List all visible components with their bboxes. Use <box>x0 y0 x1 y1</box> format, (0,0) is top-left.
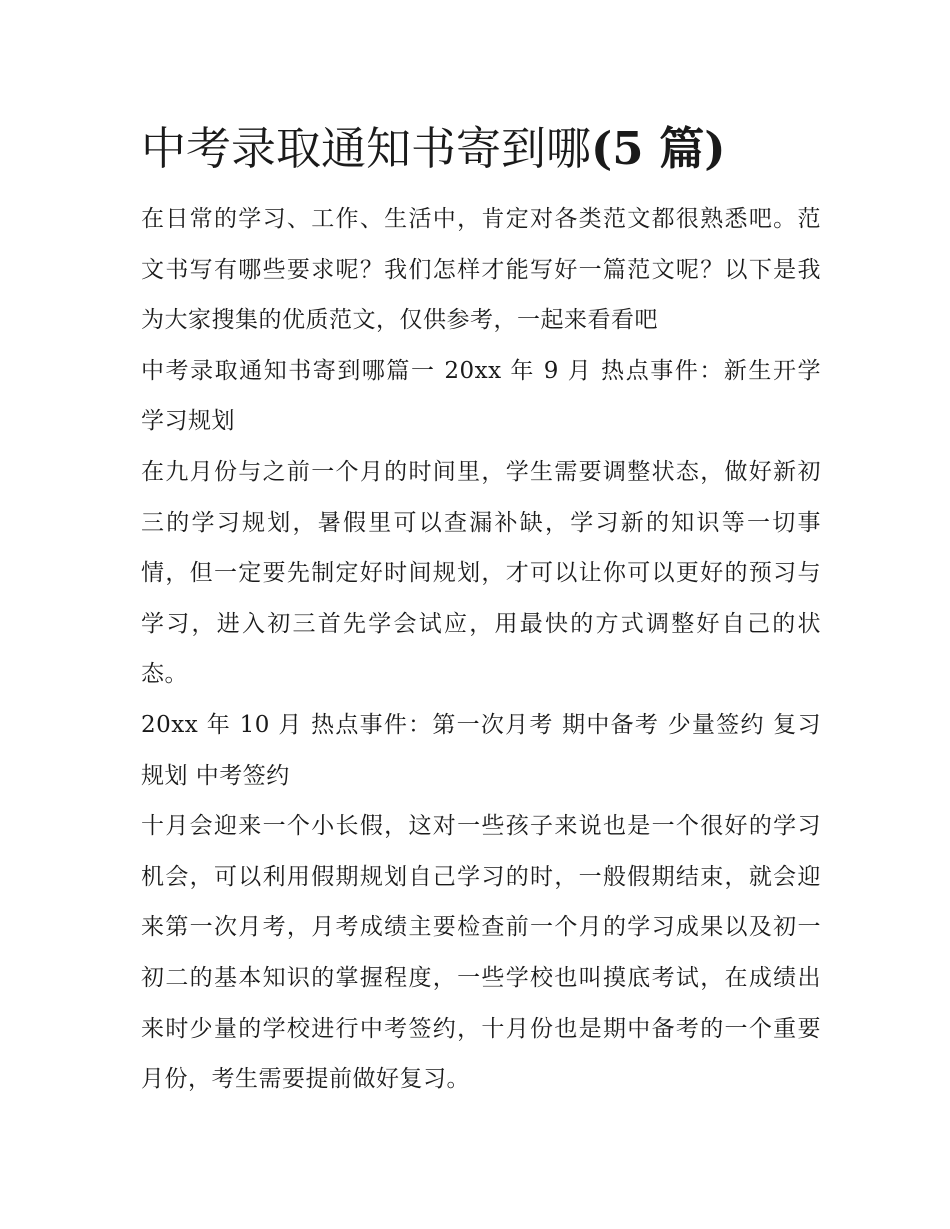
september-paragraph: 在九月份与之前一个月的时间里，学生需要调整状态，做好新初三的学习规划，暑假里可以查漏补缺，学习新的知识等一切事情，但一定要先制定好时间规划，才可以让你可以更好的预习与学习，进入初三首先学会试应，用最快的方式调整好自己的状态。 <box>141 458 821 688</box>
document-body <box>141 118 821 1105</box>
title-count: (5 篇) <box>591 122 726 175</box>
document-title <box>141 118 821 180</box>
october-paragraph: 十月会迎来一个小长假，这对一些孩子来说也是一个很好的学习机会，可以利用假期规划自己学习的时，一般假期结束，就会迎来第一次月考，月考成绩主要检查前一个月的学习成果以及初一初二的基本知识的掌握程度，一些学校也叫摸底考试，在成绩出来时少量的学校进行中考签约，十月份也是期中备考的一个重要月份，考生需要提前做好复习。 <box>141 813 821 1093</box>
section-heading-september: 中考录取通知书寄到哪篇一 20xx 年 9 月 热点事件：新生开学 学习规划 <box>141 357 821 435</box>
intro-paragraph: 在日常的学习、工作、生活中，肯定对各类范文都很熟悉吧。范文书写有哪些要求呢？我们怎样才能写好一篇范文呢？以下是我为大家搜集的优质范文，仅供参考，一起来看看吧 <box>141 206 821 334</box>
title-main: 中考录取通知书寄到哪 <box>141 122 592 175</box>
section-heading-october: 20xx 年 10 月 热点事件：第一次月考 期中备考 少量签约 复习规划 中考签约 <box>141 711 821 789</box>
